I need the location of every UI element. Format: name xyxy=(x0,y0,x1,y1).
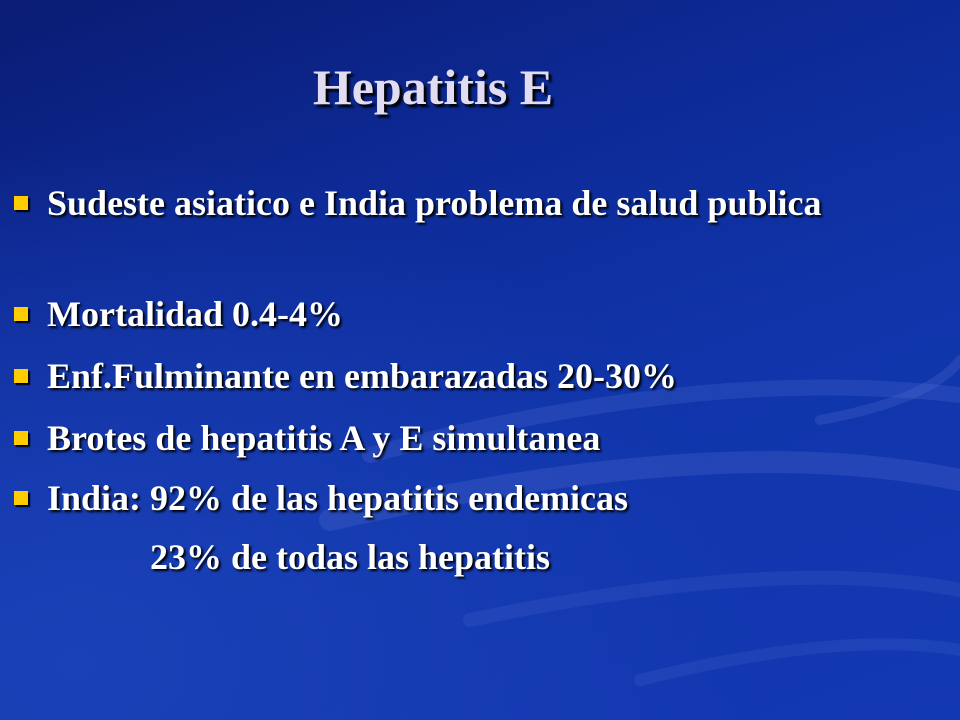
square-bullet-icon xyxy=(14,491,28,505)
bullet-text-5: India: 92% de las hepatitis endemicas xyxy=(47,478,629,518)
bullet-continuation-text: 23% de todas las hepatitis xyxy=(150,537,551,577)
bullet-text-4: Brotes de hepatitis A y E simultanea xyxy=(47,418,601,458)
slide-title: Hepatitis E xyxy=(312,59,554,115)
bullet-text-3: Enf.Fulminante en embarazadas 20-30% xyxy=(47,356,677,396)
square-bullet-icon xyxy=(14,196,28,210)
bullet-text-2: Mortalidad 0.4-4% xyxy=(47,294,343,334)
square-bullet-icon xyxy=(14,307,28,321)
square-bullet-icon xyxy=(14,369,28,383)
square-bullet-icon xyxy=(14,431,28,445)
bullet-text-1: Sudeste asiatico e India problema de salud publica xyxy=(47,183,822,223)
